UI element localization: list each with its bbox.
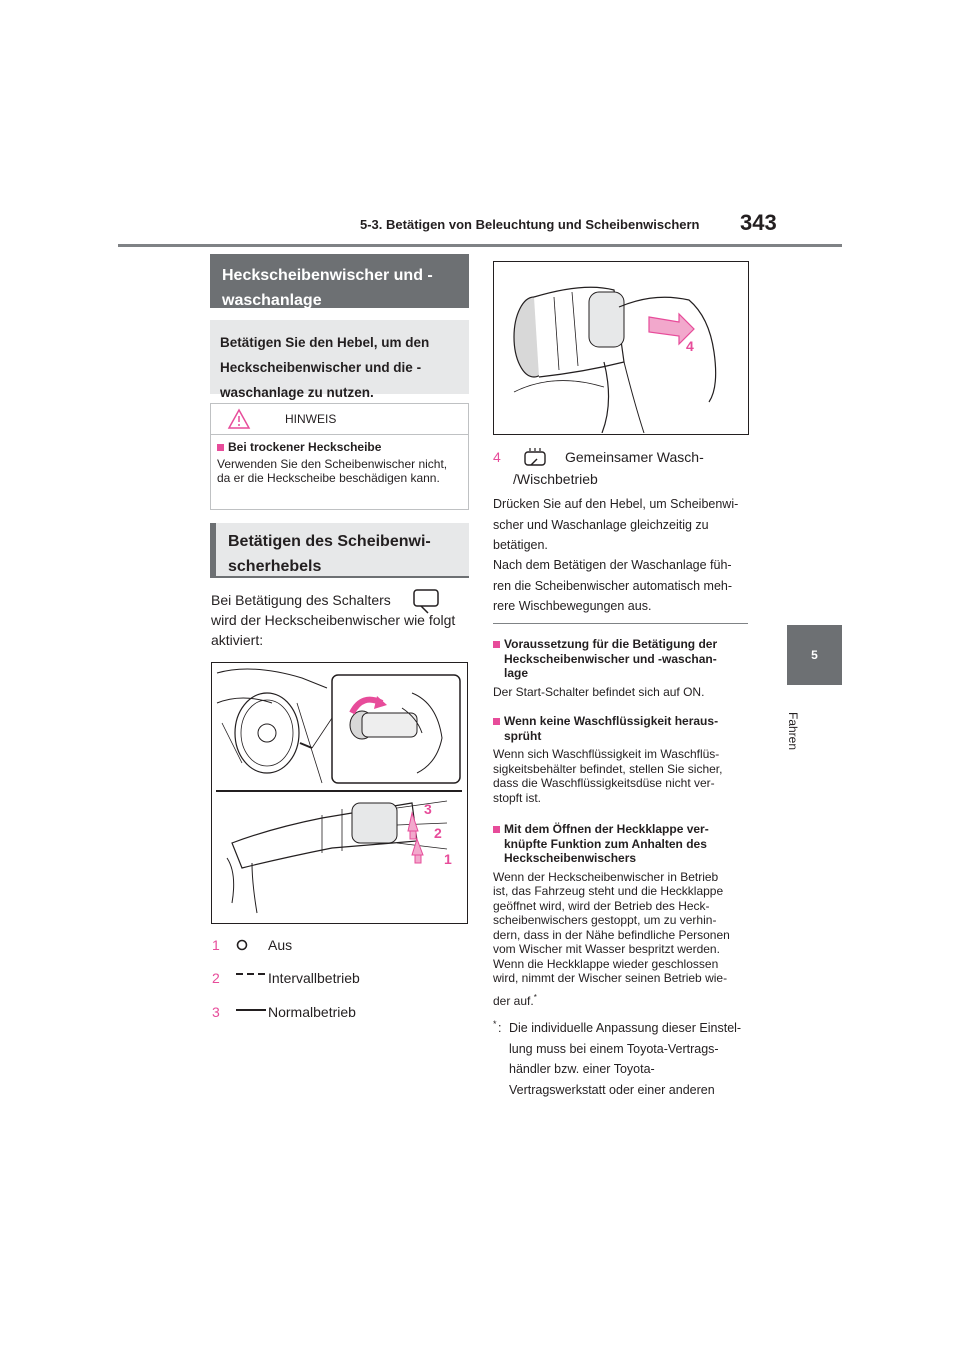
- figure-label-3: 3: [424, 801, 432, 817]
- intro-box: [210, 320, 469, 400]
- footnote-mark: *: [493, 1019, 497, 1029]
- position-item-4: 4 Gemeinsamer Wasch- /Wischbetrieb: [493, 449, 704, 487]
- position-label-intermittent: Intervallbetrieb: [268, 970, 360, 986]
- intro-text: Betätigen Sie den Hebel, um den Heckscheibenwischer und die -waschanlage zu nutzen.: [220, 335, 430, 400]
- notice-item-text: Verwenden Sie den Scheibenwischer nicht, da er die Heckscheibe beschädigen kann.: [217, 456, 448, 485]
- heading-lever-text: Betätigen des Scheibenwi-scherhebels: [228, 533, 431, 575]
- heading-rear-wiper-text: Heckscheibenwischer und -waschanlage: [222, 267, 433, 309]
- chapter-label: Fahren: [786, 712, 800, 751]
- bullet-square-icon: [217, 444, 224, 451]
- figure-label-2: 2: [434, 825, 442, 841]
- notice-header: [211, 404, 468, 435]
- subsection-no-fluid: Wenn keine Waschflüssigkeit heraus- sprüht Wenn sich Waschflüssigkeit im Waschflüs- sigkeitsbehälter befindet, stellen Sie sicher, dass die Waschflüssigkeitsdüse nicht ver- stopft ist.: [493, 714, 723, 805]
- heading-rear-wiper: [210, 254, 469, 308]
- notice-body: [211, 435, 468, 486]
- off-ring-icon: [236, 939, 248, 951]
- warning-icon: [227, 408, 251, 430]
- notice-title: HINWEIS: [285, 412, 337, 426]
- page-number: 343: [740, 210, 777, 235]
- rear-wiper-icon: [411, 588, 441, 616]
- washer-wiper-icon: [523, 447, 547, 467]
- notice-box: [210, 403, 469, 510]
- figure-lever-positions: [211, 662, 468, 924]
- section-title: 5-3. Betätigen von Beleuchtung und Scheibenwischern: [360, 217, 700, 232]
- figure-label-1: 1: [444, 851, 452, 867]
- chapter-tab: 5: [787, 625, 842, 685]
- bullet-square-icon: [493, 718, 500, 725]
- solid-line-icon: [236, 1008, 266, 1012]
- subsection-prerequisite: Voraussetzung für die Betätigung der Heckscheibenwischer und -waschan- lage Der Start-Schalter befindet sich auf ON.: [493, 637, 718, 699]
- position-label-off: Aus: [268, 937, 293, 953]
- position-item-2: 2 Intervallbetrieb: [212, 970, 360, 986]
- washer-illustration: [494, 262, 747, 433]
- footnote: * : Die individuelle Anpassung dieser Einstel- lung muss bei einem Toyota-Vertrags- händler bzw. einer Toyota- Vertragswerkstatt oder einer anderen: [493, 1018, 755, 1100]
- header-rule: [118, 244, 842, 247]
- heading-lever: [210, 523, 469, 578]
- washer-paragraph-1: Drücken Sie auf den Hebel, um Scheibenwi- scher und Waschanlage gleichzeitig zu betätigen.: [493, 497, 739, 552]
- figure-washer: [493, 261, 749, 435]
- bullet-square-icon: [493, 826, 500, 833]
- lever-illustration: [212, 663, 466, 922]
- dashed-line-icon: [236, 971, 266, 977]
- item4-label-b: /Wischbetrieb: [513, 471, 598, 487]
- figure-label-4: 4: [686, 338, 694, 354]
- item4-label-a: Gemeinsamer Wasch-: [565, 449, 704, 465]
- position-item-3: 3 Normalbetrieb: [212, 1004, 356, 1020]
- notice-item-title: Bei trockener Heckscheibe: [217, 440, 462, 455]
- washer-paragraph-2: Nach dem Betätigen der Waschanlage füh- ren die Scheibenwischer automatisch meh- rere Wischbewegungen aus.: [493, 558, 733, 613]
- para-b: wird der Heckscheibenwischer wie folgt: [211, 612, 456, 628]
- divider: [493, 623, 748, 624]
- bullet-square-icon: [493, 641, 500, 648]
- position-item-1: 1 Aus: [212, 937, 293, 953]
- para-c: aktiviert:: [211, 632, 264, 648]
- lever-paragraph: [211, 590, 471, 650]
- subsection-tailgate-stop: Mit dem Öffnen der Heckklappe ver- knüpfte Funktion zum Anhalten des Heckscheibenwischers Wenn der Heckscheibenwischer in Betrieb ist, das Fahrzeug steht und die Heckklappe geöffnet wird, wird der Betrieb des Heck- scheibenwischers gestoppt, um zu verhin- dern, dass in der Nähe befindliche Personen vom Wischer mit Wasser bespritzt werden. Wenn die Heckklappe wieder geschlossen wird, nimmt der Wischer seinen Betrieb wie- der auf.*: [493, 822, 730, 1008]
- para-a: Bei Betätigung des Schalters: [211, 592, 391, 608]
- position-label-normal: Normalbetrieb: [268, 1004, 356, 1020]
